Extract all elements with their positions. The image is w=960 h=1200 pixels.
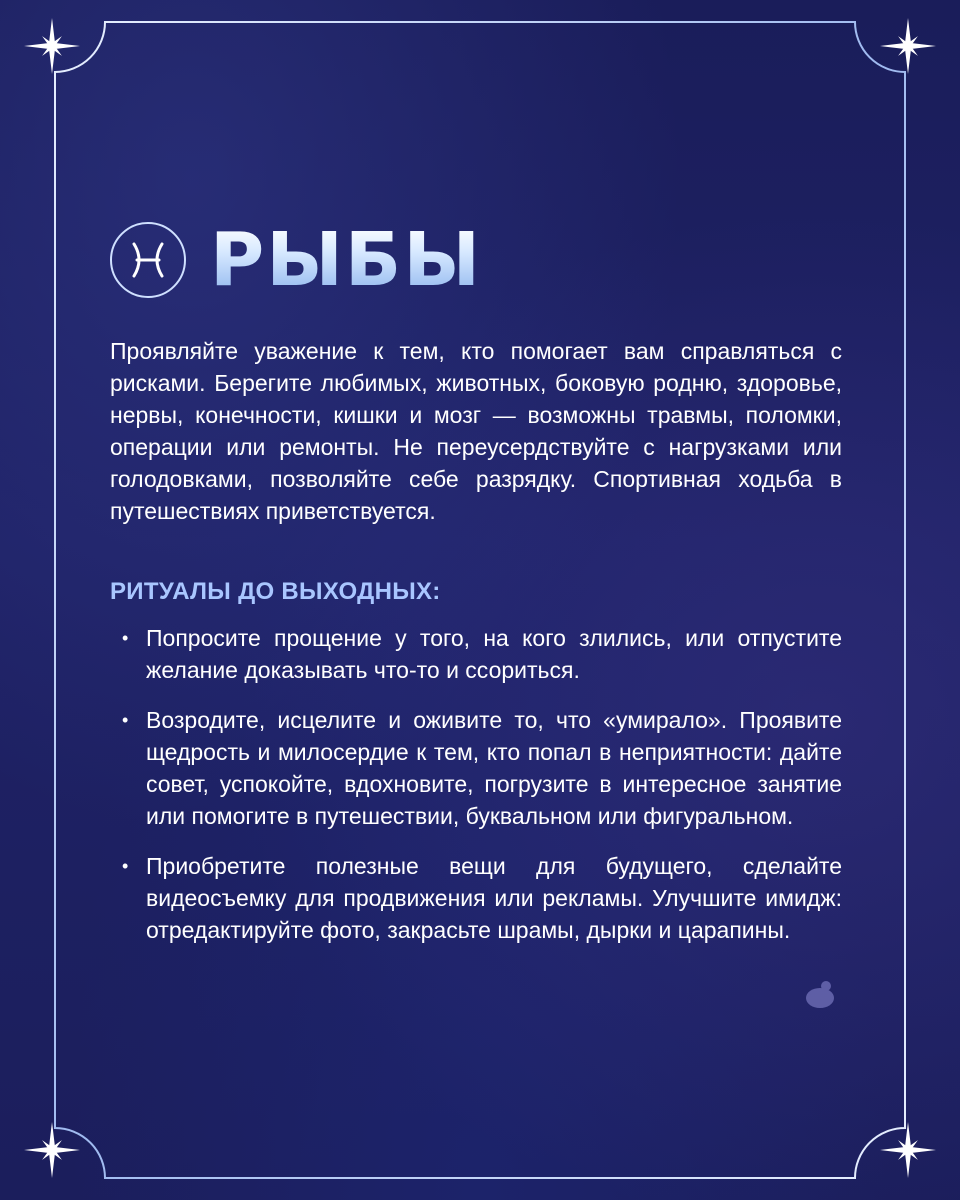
sparkle-icon [22, 1120, 82, 1180]
sign-header [110, 217, 482, 303]
ritual-text: Возродите, исцелите и оживите то, что «умирало». Проявите щедрость и милосердие к тем, кто попал в неприятности: дайте совет, успокойте, вдохновите, погрузите в интересное занятие или помогите в путешествии, буквальном или фигуральном. [146, 707, 842, 829]
sparkle-icon [878, 1120, 938, 1180]
sparkle-icon [22, 16, 82, 76]
list-item [122, 850, 842, 946]
ritual-text: Попросите прощение у того, на кого злились, или отпустите желание доказывать что-то и ссориться. [146, 625, 842, 683]
sparkle-icon [878, 16, 938, 76]
rituals-list [122, 622, 842, 964]
bullet: • [122, 710, 129, 730]
bullet: • [122, 628, 129, 648]
list-item [122, 622, 842, 686]
decorative-ornament-icon [802, 976, 838, 1012]
horoscope-text: Проявляйте уважение к тем, кто помогает вам справляться с рисками. Берегите любимых, животных, боковую родню, здоровье, нервы, конечности, кишки и мозг — возможны травмы, поломки, операции или ремонты. Не переусердствуйте с нагрузками или голодовками, позволяйте себе разрядку. Спортивная ходьба в путешествиях приветствуется. [110, 338, 842, 524]
ritual-text: Приобретите полезные вещи для будущего, сделайте видеосъемку для продвижения или рекламы. Улучшите имидж: отредактируйте фото, закрасьте шрамы, дырки и царапины. [146, 853, 842, 943]
page-title: РЫБЫ [210, 217, 482, 303]
rituals-heading: РИТУАЛЫ ДО ВЫХОДНЫХ: [110, 578, 441, 605]
bullet: • [122, 856, 129, 876]
list-item [122, 704, 842, 832]
pisces-icon [110, 222, 186, 298]
